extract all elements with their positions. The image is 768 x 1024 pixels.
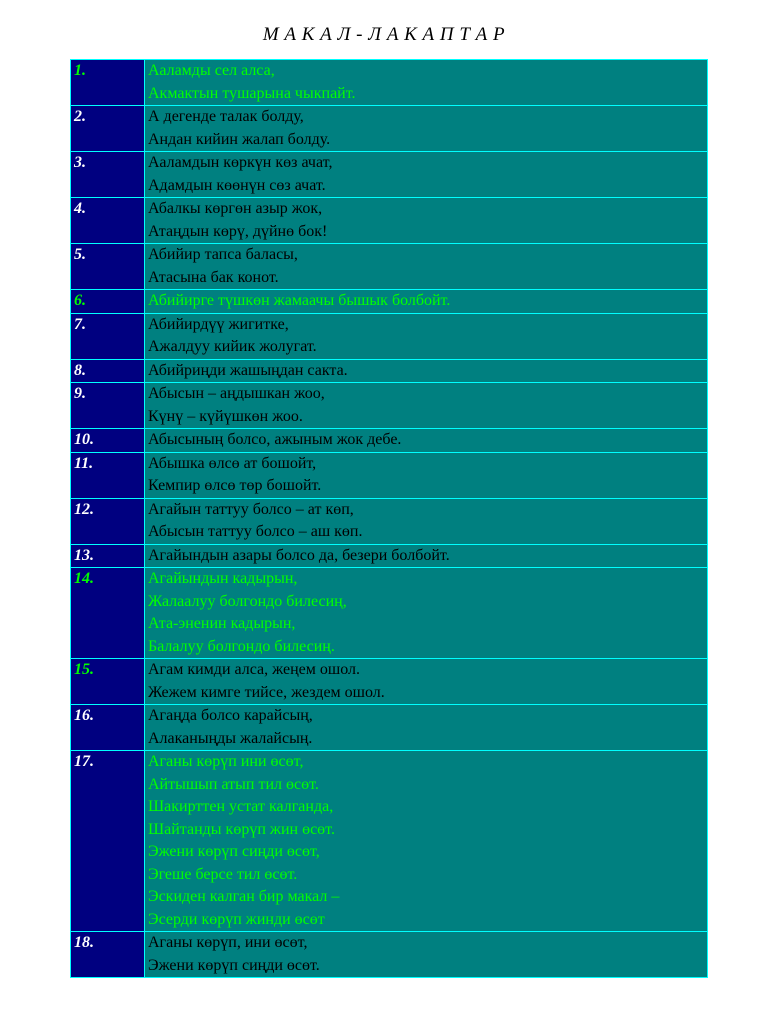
proverbs-table: [70, 59, 708, 978]
proverb-line: Аганы көрүп ини өсөт,: [148, 753, 304, 770]
proverb-text: [145, 499, 707, 544]
proverb-text: [145, 545, 707, 568]
proverb-line: Агайындын азары болсо да, безери болбойт.: [148, 546, 450, 564]
proverb-number: 16.: [71, 705, 145, 750]
proverb-row: [71, 244, 707, 290]
proverb-number: 2.: [71, 106, 145, 151]
page-title: М А К А Л - Л А К А П Т А Р: [262, 24, 506, 45]
proverb-number: 1.: [71, 60, 145, 105]
proverb-line: Жалаалуу болгондо билесиң,: [148, 592, 347, 610]
proverb-text: [145, 152, 707, 197]
proverb-text: [145, 453, 707, 498]
proverb-line: Адамдын көөнүн сөз ачат.: [148, 176, 326, 194]
proverb-line: Абалкы көргөн азыр жок,: [148, 200, 323, 217]
proverb-number: 5.: [71, 244, 145, 289]
proverb-line: Атаңдын көрү, дүйнө бок!: [148, 222, 328, 240]
proverb-text: [145, 705, 707, 750]
proverb-number: 4.: [71, 198, 145, 243]
proverb-line: А дегенде талак болду,: [148, 108, 304, 125]
proverb-line: Айтышып атып тил өсөт.: [148, 775, 319, 793]
proverb-number: 13.: [71, 545, 145, 568]
proverb-row: [71, 314, 707, 360]
proverb-line: Абысының болсо, ажыным жок дебе.: [148, 431, 402, 448]
proverb-row: [71, 705, 707, 751]
proverb-row: [71, 932, 707, 977]
proverb-row: [71, 499, 707, 545]
proverb-line: Акмактын тушарына чыкпайт.: [148, 84, 356, 102]
proverb-line: Алаканыңды жалайсың.: [148, 729, 313, 747]
proverb-text: [145, 198, 707, 243]
proverb-row: [71, 198, 707, 244]
proverb-text: [145, 429, 707, 452]
proverb-line: Агайын таттуу болсо – ат көп,: [148, 500, 354, 518]
proverb-text: [145, 751, 707, 931]
proverb-row: [71, 106, 707, 152]
proverb-line: Ааламды сел алса,: [148, 62, 275, 79]
proverb-line: Абышка өлсө ат бошойт,: [148, 454, 317, 472]
proverb-line: Эскиден калган бир макал –: [148, 888, 340, 905]
proverb-row: [71, 659, 707, 705]
proverb-number: 11.: [71, 453, 145, 498]
proverb-line: Андан кийин жалап болду.: [148, 130, 331, 148]
proverb-line: Ата-эненин кадырын,: [148, 615, 296, 632]
proverb-number: 6.: [71, 290, 145, 313]
proverb-line: Жежем кимге тийсе, жездем ошол.: [148, 683, 385, 701]
proverb-row: [71, 60, 707, 106]
proverb-number: 12.: [71, 499, 145, 544]
proverb-number: 17.: [71, 751, 145, 931]
proverb-line: Абийриңди жашыңдан сакта.: [148, 361, 348, 379]
proverb-row: [71, 383, 707, 429]
proverb-line: Ааламдын көркүн көз ачат,: [148, 154, 333, 171]
proverb-text: [145, 106, 707, 151]
proverb-number: 10.: [71, 429, 145, 452]
proverb-text: [145, 314, 707, 359]
proverb-number: 14.: [71, 568, 145, 658]
proverb-line: Шайтанды көрүп жин өсөт.: [148, 820, 335, 838]
proverb-line: Шакирттен устат калганда,: [148, 798, 334, 815]
proverb-number: 3.: [71, 152, 145, 197]
proverb-text: [145, 244, 707, 289]
proverb-line: Эжени көрүп сиңди өсөт.: [148, 956, 320, 974]
proverb-line: Эжени көрүп сиңди өсөт,: [148, 843, 320, 860]
proverb-row: [71, 545, 707, 569]
proverb-row: [71, 453, 707, 499]
proverb-row: [71, 429, 707, 453]
proverb-line: Абийирге түшкөн жамаачы бышык болбойт.: [148, 292, 451, 309]
proverb-row: [71, 290, 707, 314]
proverb-text: [145, 60, 707, 105]
proverb-line: Агам кимди алса, жеңем ошол.: [148, 661, 360, 678]
proverb-text: [145, 290, 707, 313]
proverb-line: Атасына бак конот.: [148, 268, 279, 286]
proverb-line: Агаңда болсо карайсың,: [148, 707, 313, 724]
proverb-row: [71, 568, 707, 659]
proverb-line: Балалуу болгондо билесиң.: [148, 637, 335, 655]
proverb-text: [145, 932, 707, 977]
proverb-line: Абысын – аңдышкан жоо,: [148, 385, 325, 402]
proverb-line: Кемпир өлсө төр бошойт.: [148, 477, 322, 494]
proverb-row: [71, 751, 707, 932]
proverb-text: [145, 568, 707, 658]
proverb-line: Абийир тапса баласы,: [148, 246, 298, 263]
proverb-line: Күнү – күйүшкөн жоо.: [148, 407, 303, 425]
proverb-line: Абийирдүү жигитке,: [148, 315, 289, 333]
proverb-line: Эсерди көрүп жинди өсөт: [148, 910, 325, 928]
proverb-text: [145, 360, 707, 383]
proverb-number: 9.: [71, 383, 145, 428]
proverb-text: [145, 383, 707, 428]
proverb-text: [145, 659, 707, 704]
proverb-line: Абысын таттуу болсо – аш көп.: [148, 523, 363, 540]
proverb-line: Агайындын кадырын,: [148, 570, 298, 587]
proverb-line: Аганы көрүп, ини өсөт,: [148, 934, 308, 951]
proverb-line: Ажалдуу кийик жолугат.: [148, 338, 317, 355]
proverb-row: [71, 152, 707, 198]
proverb-row: [71, 360, 707, 384]
proverb-number: 8.: [71, 360, 145, 383]
proverb-number: 15.: [71, 659, 145, 704]
proverb-number: 7.: [71, 314, 145, 359]
proverb-line: Эгеше берсе тил өсөт.: [148, 865, 298, 883]
proverb-number: 18.: [71, 932, 145, 977]
